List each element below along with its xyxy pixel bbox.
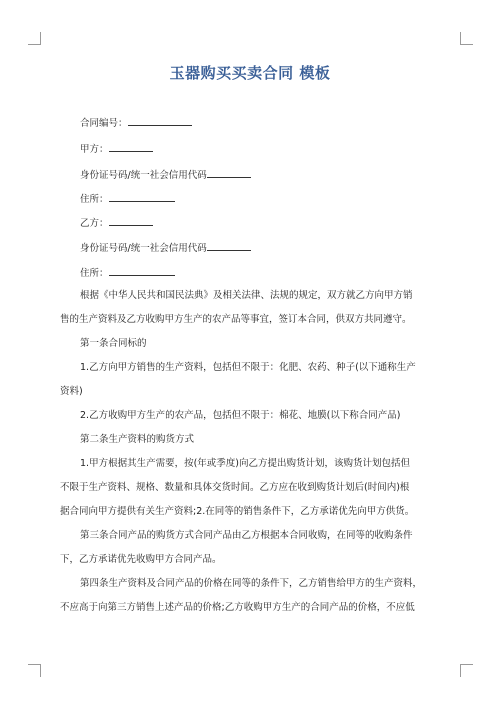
field-label: 住所： <box>80 194 109 205</box>
article-1-item-1-line-2: 资料) <box>60 386 83 397</box>
blank-line <box>207 168 251 178</box>
article-2-item-1-line-2: 不限于生产资料、规格、数量和具体交货时间。乙方应在收到购货计划后(时间内)根 <box>60 482 410 493</box>
document-title: 玉器购买买卖合同 模板 <box>169 64 331 82</box>
intro-line-1: 根据《中华人民共和国民法典》及相关法律、法规的规定，双方就乙方向甲方销 <box>80 290 413 301</box>
blank-line <box>207 241 251 251</box>
field-label: 住所： <box>80 268 109 279</box>
blank-line <box>109 142 153 152</box>
field-address-b <box>80 266 175 280</box>
field-label: 身份证号码/统一社会信用代码 <box>80 170 207 181</box>
blank-line <box>109 192 175 202</box>
contract-body <box>60 284 440 620</box>
blank-line <box>109 266 175 276</box>
field-contract-no <box>80 116 192 130</box>
crop-mark-top-left <box>28 32 41 45</box>
field-address-a <box>80 192 175 206</box>
field-id-b <box>80 241 251 255</box>
article-1-title: 第一条合同标的 <box>80 338 147 349</box>
field-id-a <box>80 168 251 182</box>
field-label: 合同编号： <box>80 118 128 129</box>
crop-mark-bottom-right <box>460 664 473 677</box>
intro-line-2: 售的生产资料及乙方收购甲方生产的农产品等事宜，签订本合同，供双方共同遵守。 <box>60 314 412 325</box>
crop-mark-top-right <box>460 32 473 45</box>
article-2-item-1-line-3: 据合同向甲方提供有关生产资料;2.在同等的销售条件下，乙方承诺优先向甲方供货。 <box>60 506 415 517</box>
article-4-line-2: 不应高于向第三方销售上述产品的价格;乙方收购甲方生产的合同产品的价格，不应低 <box>60 602 415 613</box>
field-label: 身份证号码/统一社会信用代码 <box>80 243 207 254</box>
field-party-b <box>80 216 153 230</box>
crop-mark-bottom-left <box>28 664 41 677</box>
article-2-title: 第二条生产资料的购货方式 <box>80 434 195 445</box>
article-1-item-1-line-1: 1.乙方向甲方销售的生产资料，包括但不限于：化肥、农药、种子(以下通称生产 <box>80 362 416 373</box>
article-4-line-1: 第四条生产资料及合同产品的价格在同等的条件下，乙方销售给甲方的生产资料， <box>80 578 423 589</box>
article-2-item-1-line-1: 1.甲方根据其生产需要，按(年或季度)向乙方提出购货计划，该购货计划包括但 <box>80 458 410 469</box>
field-party-a <box>80 142 153 156</box>
article-1-item-2: 2.乙方收购甲方生产的农产品，包括但不限于：棉花、地膜(以下称合同产品) <box>80 410 401 421</box>
blank-line <box>128 116 192 126</box>
article-3-line-2: 下，乙方承诺优先收购甲方合同产品。 <box>60 554 222 565</box>
field-label: 甲方： <box>80 144 109 155</box>
blank-line <box>109 216 153 226</box>
field-label: 乙方： <box>80 218 109 229</box>
article-3-line-1: 第三条合同产品的购货方式合同产品由乙方根据本合同收购，在同等的收购条件 <box>80 530 413 541</box>
